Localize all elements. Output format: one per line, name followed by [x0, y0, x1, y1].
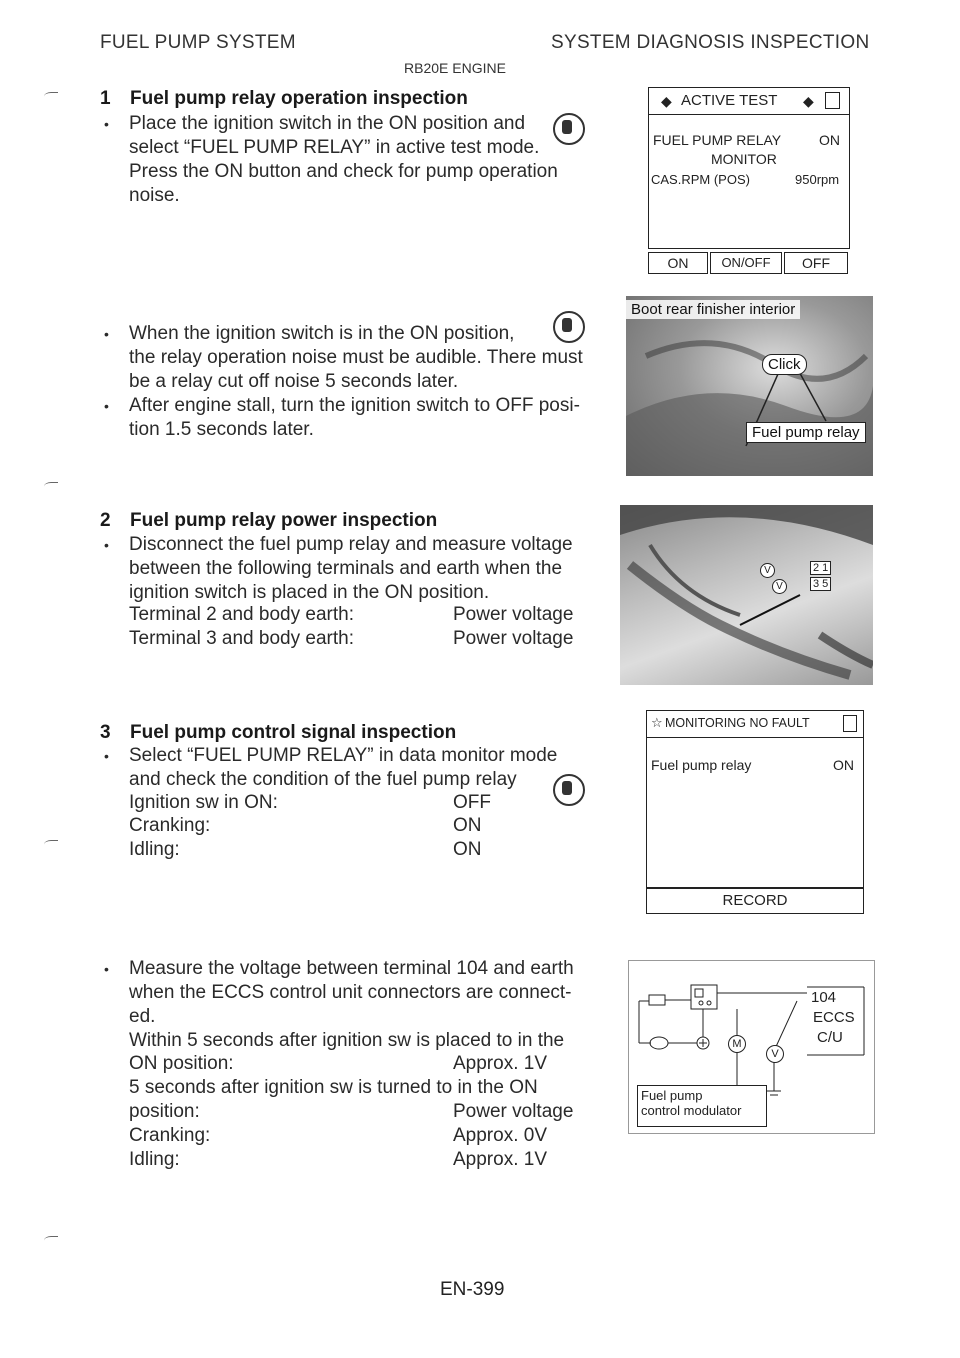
- text-line: • Place the ignition switch in the ON position and: [129, 113, 526, 134]
- unit-label: C/U: [817, 1029, 843, 1046]
- spec-value: Power voltage: [453, 628, 574, 649]
- consult-tool-icon: [553, 113, 585, 145]
- spec-label: Cranking:: [129, 1125, 211, 1146]
- spec-value: Approx. 0V: [453, 1125, 547, 1146]
- screen-title-bar: [647, 711, 863, 738]
- text-line: the relay operation noise must be audible. There must: [129, 347, 583, 368]
- modulator-label: Fuel pump: [641, 1088, 703, 1103]
- text-line: • When the ignition switch is in the ON position,: [129, 323, 515, 344]
- spec-value: Approx. 1V: [453, 1053, 547, 1074]
- spec-value: ON: [453, 839, 482, 860]
- margin-mark: [44, 1236, 58, 1245]
- photo-shading: [620, 505, 873, 685]
- spec-value: Power voltage: [453, 604, 574, 625]
- spec-label: Idling:: [129, 1149, 180, 1170]
- print-box-icon: [843, 715, 857, 732]
- margin-mark: [44, 92, 58, 101]
- section1-number: 1: [100, 88, 111, 109]
- monitor-item-label: Fuel pump relay: [651, 757, 752, 773]
- margin-mark: [44, 482, 58, 491]
- text-line: • Measure the voltage between terminal 104 and earth: [129, 958, 574, 979]
- spec-label: Cranking:: [129, 815, 211, 836]
- text-line: when the ECCS control unit connectors are connect-: [129, 982, 572, 1003]
- on-button[interactable]: ON: [648, 252, 708, 274]
- active-test-screen: [648, 87, 850, 249]
- diamond-icon: ◆: [661, 93, 672, 109]
- section1-bullet3: [129, 394, 599, 442]
- section1-title: Fuel pump relay operation inspection: [130, 88, 468, 109]
- section3-bullet2: [129, 957, 599, 1053]
- spec-label: position:: [129, 1101, 200, 1122]
- screen-line-label: FUEL PUMP RELAY: [653, 132, 782, 148]
- monitor-item-value: ON: [833, 757, 854, 773]
- meter-v-icon: V: [772, 579, 787, 594]
- photo-label-relay: Fuel pump relay: [746, 422, 866, 443]
- photo-label-boot: Boot rear finisher interior: [626, 300, 800, 319]
- text-line: noise.: [129, 185, 180, 206]
- spec-value: Power voltage: [453, 1101, 574, 1122]
- spec-label: Ignition sw in ON:: [129, 792, 278, 813]
- unit-label: ECCS: [813, 1009, 855, 1026]
- section3-number: 3: [100, 722, 111, 743]
- text-line: • Select “FUEL PUMP RELAY” in data monitor mode: [129, 745, 558, 766]
- text-line: ed.: [129, 1006, 156, 1027]
- text-line: 5 seconds after ignition sw is turned to in the ON: [129, 1077, 538, 1098]
- section2-number: 2: [100, 510, 111, 531]
- screen-line-value: ON: [819, 132, 840, 148]
- photo-shading: [626, 296, 873, 476]
- photo-label-click: Click: [762, 354, 807, 375]
- text-line: tion 1.5 seconds later.: [129, 419, 314, 440]
- margin-mark: [44, 840, 58, 849]
- section3-bullet1: [129, 744, 599, 792]
- screen-line-value: 950rpm: [795, 172, 840, 187]
- screen-title: ACTIVE TEST: [681, 92, 778, 109]
- off-button[interactable]: OFF: [784, 252, 848, 274]
- text-line: Press the ON button and check for pump operation: [129, 161, 558, 182]
- connector-bottom: 3 5: [810, 577, 831, 591]
- spec-label: ON position:: [129, 1053, 234, 1074]
- star-icon: ☆: [651, 715, 663, 730]
- spec-value: Approx. 1V: [453, 1149, 547, 1170]
- screen-title-bar: [649, 88, 849, 115]
- no-tool-icon: [553, 311, 585, 343]
- data-monitor-screen: [646, 710, 864, 888]
- meter-v-icon: V: [760, 563, 775, 578]
- spec-value: ON: [453, 815, 482, 836]
- connector-top: 2 1: [810, 561, 831, 575]
- print-box-icon: [825, 92, 840, 109]
- section2-bullet1: [129, 533, 599, 605]
- text-line: between the following terminals and earth when the: [129, 558, 563, 579]
- boot-relay-photo: [626, 296, 873, 476]
- modulator-label: control modulator: [641, 1103, 742, 1118]
- voltmeter-icon: V: [766, 1045, 784, 1063]
- section3-title: Fuel pump control signal inspection: [130, 722, 457, 743]
- engine-label: RB20E ENGINE: [404, 60, 506, 76]
- header-right: SYSTEM DIAGNOSIS INSPECTION: [551, 32, 870, 53]
- header-left: FUEL PUMP SYSTEM: [100, 32, 296, 53]
- terminal-number: 104: [811, 989, 837, 1006]
- screen-title: MONITORING NO FAULT: [665, 716, 810, 730]
- page-number: EN-399: [440, 1279, 505, 1300]
- spec-label: Terminal 3 and body earth:: [129, 628, 354, 649]
- relay-connector-photo: [620, 505, 873, 685]
- screen-line-label: CAS.RPM (POS): [651, 172, 750, 187]
- text-line: ignition switch is placed in the ON position.: [129, 582, 490, 603]
- text-line: select “FUEL PUMP RELAY” in active test mode.: [129, 137, 540, 158]
- screen-line: MONITOR: [711, 151, 777, 167]
- section2-title: Fuel pump relay power inspection: [130, 510, 438, 531]
- spec-label: Terminal 2 and body earth:: [129, 604, 354, 625]
- record-button[interactable]: RECORD: [646, 888, 864, 914]
- spec-label: Idling:: [129, 839, 180, 860]
- text-line: be a relay cut off noise 5 seconds later.: [129, 371, 459, 392]
- modulator-box: [637, 1085, 767, 1127]
- text-line: Within 5 seconds after ignition sw is placed to in the: [129, 1030, 565, 1051]
- text-line: and check the condition of the fuel pump relay: [129, 769, 517, 790]
- motor-icon: M: [728, 1035, 746, 1053]
- section1-bullet2: [129, 322, 599, 394]
- text-line: • After engine stall, turn the ignition switch to OFF posi-: [129, 395, 580, 416]
- section1-bullet1: [129, 112, 599, 208]
- text-line: • Disconnect the fuel pump relay and measure voltage: [129, 534, 573, 555]
- onoff-button[interactable]: ON/OFF: [710, 252, 782, 274]
- diamond-icon: ◆: [803, 93, 814, 109]
- control-signal-diagram: [628, 960, 875, 1134]
- spec-value: OFF: [453, 792, 491, 813]
- consult-tool-icon: [553, 774, 585, 806]
